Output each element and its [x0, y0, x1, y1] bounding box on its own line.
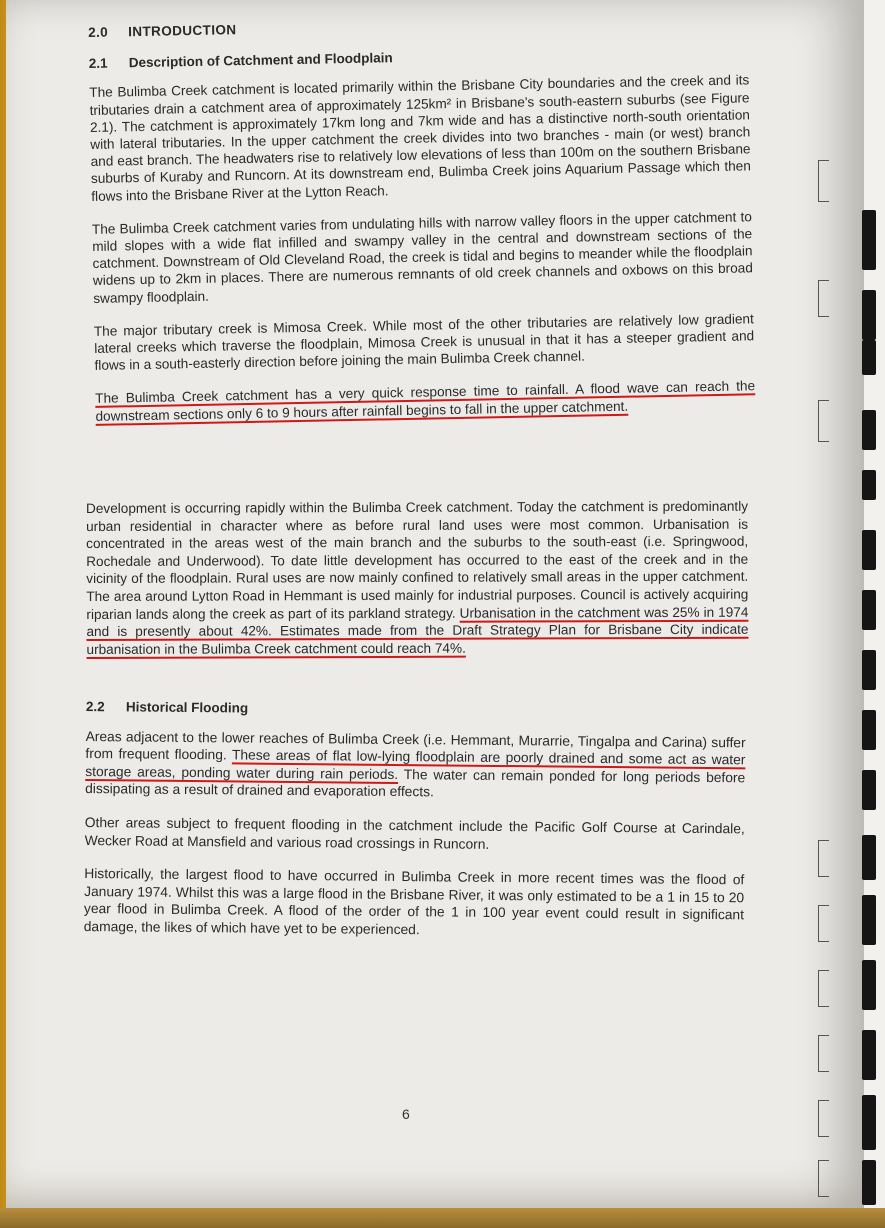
binding-ring	[862, 960, 876, 1010]
paragraph-text: The water can remain ponded for long periods before dissipating as a result of drained and evaporation effects.	[85, 766, 746, 800]
hole-mark	[818, 1100, 829, 1137]
hole-mark	[818, 905, 829, 942]
binding-ring	[862, 290, 876, 340]
binding-ring	[862, 530, 876, 570]
section-number: 2.1	[88, 55, 108, 72]
binding-ring	[862, 340, 876, 375]
section-number: 2.0	[88, 24, 109, 40]
paragraph-catchment-location: The Bulimba Creek catchment is located primarily within the Brisbane City boundaries and the creek and its tributaries drain a catchment area of approximately 125km² in Brisbane's south-eastern suburbs (see Figure 2.1). The catchment is approximately 17km long and 7km wide and has a distinctive north-south orientation with lateral tributaries. In the upper catchment the creek divides into two branches - main (or west) branch and east branch. The headwaters rise to relatively low elevations of less than 100m on the southern Brisbane suburbs of Kuraby and Runcorn. At its downstream end, Bulimba Creek joins Aquarium Passage which then flows into the Brisbane River at the Lytton Reach.	[89, 72, 751, 204]
paragraph-catchment-terrain: The Bulimba Creek catchment varies from undulating hills with narrow valley floors in the upper catchment to mild slopes with a wide flat infilled and swampy valley in the central and downstream sections of the catchment. Downstream of Old Cleveland Road, the creek is tidal and begins to meander while the floodplain widens up to 2km in places. There are numerous remnants of old creek channels and oxbows on this broad swampy floodplain.	[91, 209, 753, 306]
binding-ring	[862, 710, 876, 750]
hole-mark	[818, 1160, 829, 1197]
section-title: INTRODUCTION	[128, 22, 237, 40]
binder-edge-bottom	[0, 1208, 885, 1228]
section-title: Historical Flooding	[125, 699, 249, 716]
hole-mark	[818, 160, 829, 202]
paragraph-historical-floods: Historically, the largest flood to have occurred in Bulimba Creek in more recent times was the flood of January 1974. Whilst this was a large flood in the Brisbane River, it was only estimated to be a 1 in 15 to 20 year flood in Bulimba Creek. A flood of the order of the 1 in 100 year event could result in significant damage, the likes of which have yet to be experienced.	[83, 866, 745, 938]
binding-ring	[862, 210, 876, 270]
highlighted-text: The Bulimba Creek catchment has a very quick response time to rainfall. A flood wave can reach the downstream sections only 6 to 9 hours after rainfall begins to fall in the upper catchment.	[95, 378, 756, 424]
hole-mark	[818, 970, 829, 1007]
hole-mark	[818, 1035, 829, 1072]
paragraph-development	[86, 498, 749, 659]
hole-mark	[818, 840, 829, 877]
page-number: 6	[402, 1106, 410, 1122]
section-heading-2-1	[89, 43, 749, 73]
section-title: Description of Catchment and Floodplain	[128, 50, 393, 71]
binding-ring	[862, 590, 876, 630]
historical-flooding-block	[84, 698, 746, 958]
paragraph-lower-reaches	[85, 728, 746, 805]
binding-ring	[862, 1095, 876, 1150]
paragraph-response-time	[95, 378, 756, 425]
binding-ring	[862, 650, 876, 690]
binding-ring	[862, 410, 876, 450]
intro-block	[88, 11, 756, 440]
paragraph-other-areas: Other areas subject to frequent flooding in the catchment include the Pacific Golf Course at Carindale, Wecker Road at Mansfield and various road crossings in Runcorn.	[84, 814, 745, 852]
binding-ring	[862, 1160, 876, 1205]
binding-ring	[862, 835, 876, 880]
binding-ring	[862, 470, 876, 500]
paragraph-text: Development is occurring rapidly within the Bulimba Creek catchment. Today the catchment is predominantly urban residential in character where as before rural land uses were most common. Urbanisation is concentrated in the areas west of the main branch and the suburbs to the south-east (i.e. Springwood, Rochedale and Underwood). To date little development has occurred to the east of the creek and in the vicinity of the floodplain. Rural uses are now mainly confined to relatively small areas in the upper catchment. The area around Lytton Road in Hemmant is used mainly for industrial purposes. Council is actively acquiring riparian lands along the creek as part of its parkland strategy.	[86, 498, 749, 622]
section-heading-2-0	[88, 11, 748, 41]
binding-ring	[862, 770, 876, 810]
highlighted-text: These areas of flat low-lying floodplain are poorly drained and some act as water storage areas, ponding water during rain periods.	[85, 747, 746, 782]
paragraph-mimosa-creek: The major tributary creek is Mimosa Creek. While most of the other tributaries are relatively low gradient lateral creeks which traverse the floodplain, Mimosa Creek is unusual in that it has a steeper gradient and flows in a south-easterly direction before joining the main Bulimba Creek channel.	[93, 311, 755, 374]
binding-ring	[862, 1030, 876, 1080]
development-block	[86, 498, 749, 675]
hole-mark	[818, 400, 829, 442]
document-page	[6, 0, 864, 1210]
highlighted-text: Urbanisation in the catchment was 25% in 1974 and is presently about 42%. Estimates made from the Draft Strategy Plan for Brisbane City indicate urbanisation in the Bulimba Creek catchment could reach 74%.	[86, 604, 749, 657]
section-number: 2.2	[85, 698, 105, 715]
binding-ring	[862, 895, 876, 945]
section-heading-2-2	[86, 698, 746, 722]
paragraph-text: Areas adjacent to the lower reaches of Bulimba Creek (i.e. Hemmant, Murarrie, Tingalpa and Carina) suffer from frequent flooding.	[85, 728, 746, 763]
hole-mark	[818, 280, 829, 317]
